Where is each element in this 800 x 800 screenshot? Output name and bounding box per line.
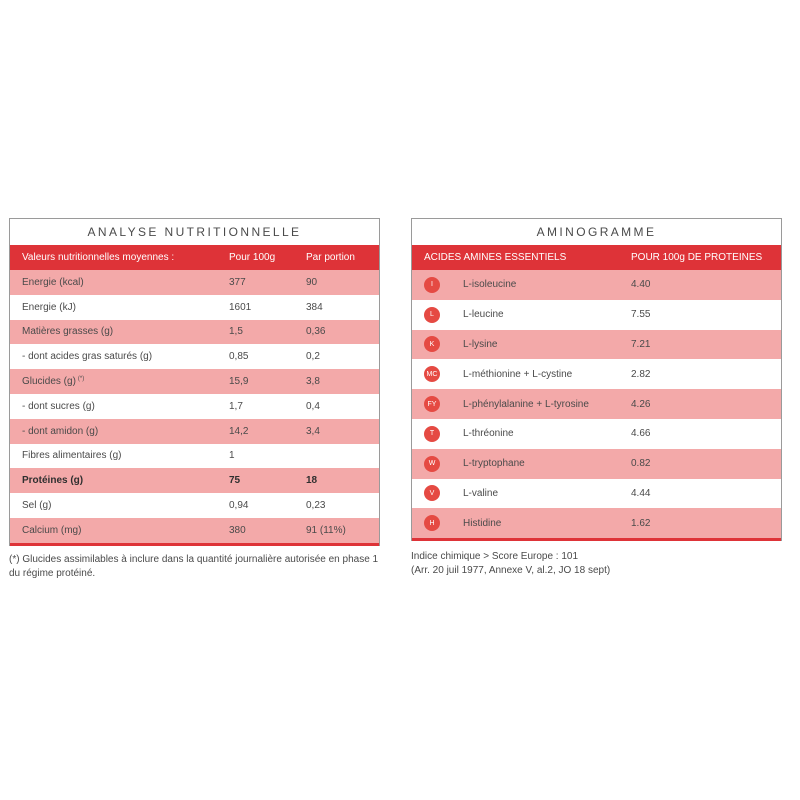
table-row [412, 270, 781, 300]
row-label [10, 500, 218, 511]
amino-code-badge-icon: FY [424, 396, 440, 412]
row-label-text: Sel (g) [22, 500, 52, 512]
chemical-index-line: Indice chimique > Score Europe : 101 [411, 551, 579, 562]
amino-code-badge-icon: V [424, 485, 440, 501]
row-per100: 15,9 [229, 376, 249, 388]
row-portion: 0,4 [306, 400, 320, 412]
row-label [10, 475, 218, 486]
amino-acid-cell [412, 396, 620, 412]
row-label [10, 450, 218, 461]
table-row [10, 518, 379, 543]
amino-acid-name: L-méthionine + L-cystine [463, 368, 573, 380]
table-row [10, 444, 379, 469]
row-label [10, 326, 218, 337]
row-label-text: Protéines (g) [22, 475, 84, 487]
table-row [10, 295, 379, 320]
footnote-marker: (*) [77, 376, 85, 383]
row-portion: 0,36 [306, 326, 326, 338]
header-acids: ACIDES AMINES ESSENTIELS [424, 252, 567, 263]
row-label-text: Fibres alimentaires (g) [22, 450, 122, 462]
row-portion: 91 (11%) [306, 524, 346, 536]
table-row [10, 270, 379, 295]
row-label [10, 376, 218, 387]
nutrition-header-row [10, 245, 379, 270]
header-per100-proteins: POUR 100g DE PROTEINES [631, 252, 763, 263]
amino-code-badge-icon: H [424, 515, 440, 531]
table-row [412, 300, 781, 330]
row-label-text: Matières grasses (g) [22, 326, 114, 338]
amino-acid-name: Histidine [463, 517, 502, 529]
amino-acid-cell [412, 307, 620, 323]
row-per100: 0,94 [229, 500, 249, 512]
table-row [10, 419, 379, 444]
amino-acid-name: L-lysine [463, 338, 498, 350]
row-label [10, 351, 218, 362]
amino-acid-value: 7.21 [631, 338, 651, 350]
amino-acid-value: 4.26 [631, 398, 651, 410]
amino-header-row [412, 245, 781, 270]
table-row [412, 508, 781, 538]
amino-acid-value: 0.82 [631, 458, 651, 470]
row-per100: 1,7 [229, 400, 243, 412]
row-per100: 1,5 [229, 326, 243, 338]
header-portion: Par portion [306, 252, 355, 263]
amino-code-badge-icon: L [424, 307, 440, 323]
nutrition-footnote: (*) Glucides assimilables à inclure dans la quantité journalière autorisée en phase 1 du régime protéiné. [9, 554, 379, 579]
nutrition-bottom-line [10, 543, 379, 546]
row-label [10, 302, 218, 313]
row-portion: 0,2 [306, 351, 320, 363]
row-label-text: - dont acides gras saturés (g) [22, 351, 153, 363]
table-row [10, 369, 379, 394]
row-label-text: Calcium (mg) [22, 524, 82, 536]
header-per100: Pour 100g [229, 252, 276, 263]
table-row [10, 320, 379, 345]
amino-code-badge-icon: T [424, 426, 440, 442]
row-portion: 384 [306, 301, 323, 313]
amino-note [411, 550, 791, 578]
table-row [412, 330, 781, 360]
amino-rows [412, 270, 781, 538]
amino-acid-cell [412, 426, 620, 442]
table-row [412, 419, 781, 449]
amino-acid-value: 2.82 [631, 368, 651, 380]
amino-acid-value: 7.55 [631, 309, 651, 321]
table-row [10, 344, 379, 369]
row-portion: 3,4 [306, 425, 320, 437]
nutrition-title: ANALYSE NUTRITIONNELLE [10, 219, 379, 245]
table-row [10, 468, 379, 493]
amino-acid-name: L-tryptophane [463, 458, 525, 470]
amino-acid-name: L-thréonine [463, 428, 514, 440]
amino-title: AMINOGRAMME [412, 219, 781, 245]
amino-acid-cell [412, 366, 620, 382]
row-portion: 18 [306, 475, 318, 487]
row-label [10, 525, 218, 536]
amino-code-badge-icon: K [424, 336, 440, 352]
amino-acid-name: L-isoleucine [463, 279, 517, 291]
nutrition-table [9, 218, 380, 546]
row-label-text: Energie (kJ) [22, 301, 76, 313]
row-label-text: - dont amidon (g) [22, 425, 99, 437]
row-portion: 3,8 [306, 376, 320, 388]
row-per100: 75 [229, 475, 241, 487]
row-label-text: Energie (kcal) [22, 276, 84, 288]
amino-acid-value: 4.40 [631, 279, 651, 291]
amino-table [411, 218, 782, 541]
row-per100: 1 [229, 450, 235, 462]
amino-acid-value: 1.62 [631, 517, 651, 529]
amino-acid-value: 4.44 [631, 487, 651, 499]
amino-code-badge-icon: W [424, 456, 440, 472]
amino-acid-name: L-leucine [463, 309, 504, 321]
row-label [10, 401, 218, 412]
header-label: Valeurs nutritionnelles moyennes : [22, 252, 175, 263]
row-per100: 1601 [229, 301, 252, 313]
row-per100: 377 [229, 276, 246, 288]
row-per100: 14,2 [229, 425, 249, 437]
amino-acid-name: L-valine [463, 487, 499, 499]
amino-code-badge-icon: I [424, 277, 440, 293]
row-label [10, 426, 218, 437]
table-row [412, 479, 781, 509]
reference-line: (Arr. 20 juil 1977, Annexe V, al.2, JO 18 sept) [411, 565, 611, 576]
table-row [10, 394, 379, 419]
table-row [10, 493, 379, 518]
amino-acid-cell [412, 456, 620, 472]
row-per100: 0,85 [229, 351, 249, 363]
amino-acid-cell [412, 277, 620, 293]
table-row [412, 449, 781, 479]
row-label-text: - dont sucres (g) [22, 400, 95, 412]
nutrition-rows [10, 270, 379, 543]
amino-acid-cell [412, 336, 620, 352]
row-per100: 380 [229, 524, 246, 536]
amino-acid-value: 4.66 [631, 428, 651, 440]
amino-code-badge-icon: MC [424, 366, 440, 382]
row-label-text: Glucides (g) [22, 376, 76, 388]
amino-acid-name: L-phénylalanine + L-tyrosine [463, 398, 589, 410]
table-row [412, 359, 781, 389]
table-row [412, 389, 781, 419]
row-label [10, 277, 218, 288]
row-portion: 0,23 [306, 500, 326, 512]
amino-acid-cell [412, 515, 620, 531]
row-portion: 90 [306, 276, 318, 288]
amino-bottom-line [412, 538, 781, 541]
amino-acid-cell [412, 485, 620, 501]
